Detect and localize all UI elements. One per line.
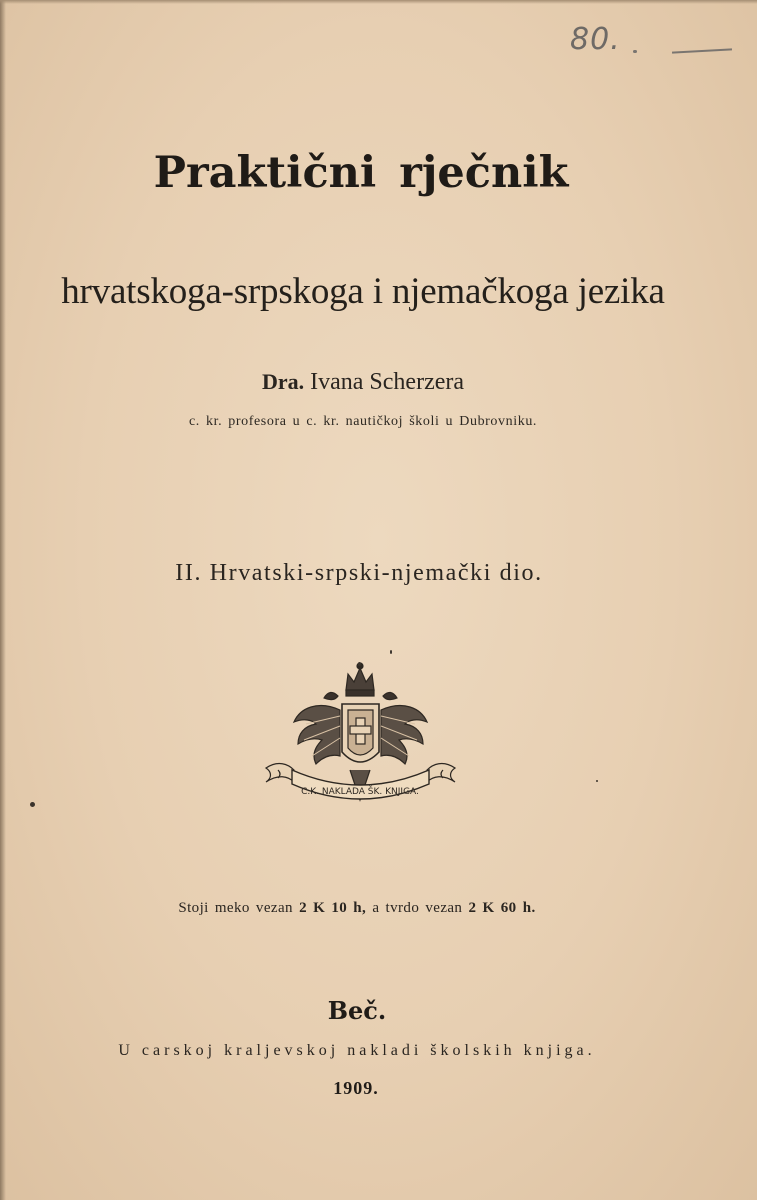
book-subtitle: hrvatskoga-srpskoga i njemačkoga jezika — [61, 271, 665, 312]
price-hard-value: 2 K 60 h. — [468, 900, 536, 916]
price-text-soft: Stoji meko vezan — [178, 900, 293, 916]
publisher-line: U carskoj kraljevskoj nakladi školskih knjiga. — [118, 1042, 596, 1059]
paper-speck — [358, 662, 361, 666]
author-line — [0, 369, 726, 396]
author-prefix: Dra. — [261, 369, 305, 394]
publication-city: Beč. — [327, 996, 387, 1025]
page-top-shadow — [0, 0, 757, 4]
price-soft-value: 2 K 10 h, — [299, 900, 367, 916]
price-line — [0, 900, 714, 917]
handwritten-note: 80. — [570, 22, 621, 57]
paper-speck — [30, 802, 35, 807]
imperial-eagle-emblem-icon — [258, 660, 463, 832]
price-text-hard: a tvrdo vezan — [372, 900, 463, 916]
volume-part: II. Hrvatski-srpski-njemački dio. — [175, 560, 543, 586]
paper-speck — [596, 780, 598, 782]
paper-speck — [390, 650, 392, 654]
emblem-ribbon-text: C.K. NAKLADA ŠK. KNJIGA. — [301, 787, 419, 797]
book-title: Praktični rječnik — [153, 148, 569, 198]
author-name: Ivana Scherzera — [310, 369, 465, 395]
pencil-line — [672, 48, 732, 53]
publication-year: 1909. — [333, 1078, 379, 1098]
pencil-mark — [633, 50, 637, 53]
author-description: c. kr. profesora u c. kr. nautičkoj školi u Dubrovniku. — [188, 414, 538, 429]
